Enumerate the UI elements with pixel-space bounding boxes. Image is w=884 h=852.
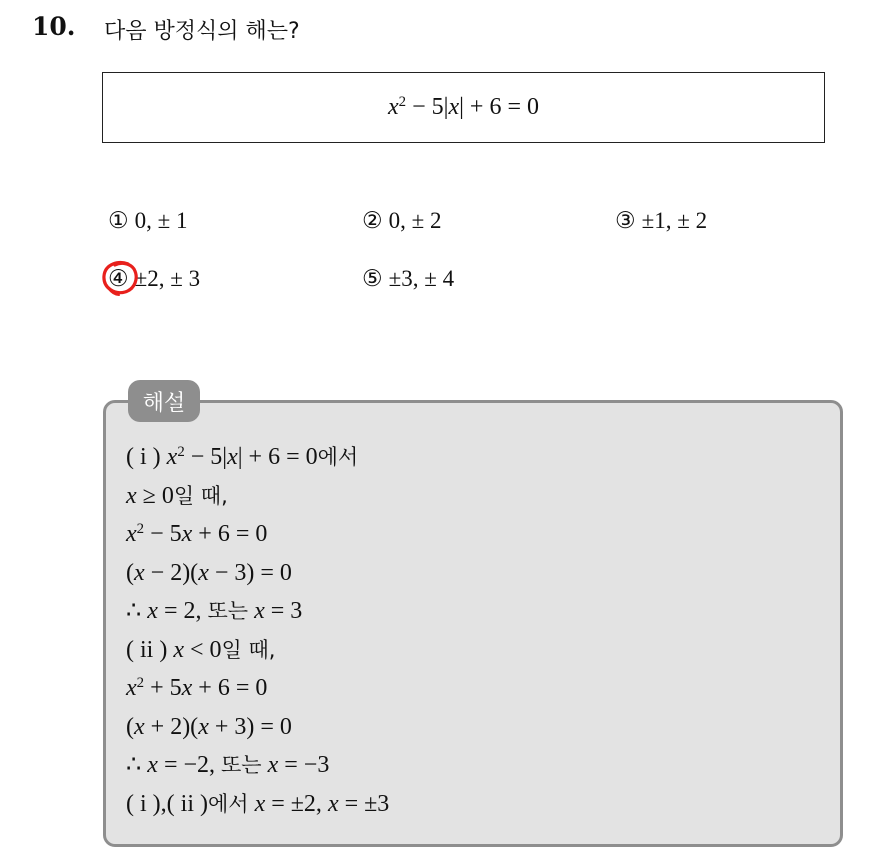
choice-3[interactable] <box>615 208 707 234</box>
choice-1[interactable] <box>108 208 188 234</box>
solution-line-7: $x^2 + 5x + 6 = 0$ <box>126 674 268 701</box>
choice-2[interactable] <box>362 208 442 234</box>
solution-line-4: (x − 2)(x − 3) = 0 <box>126 559 292 586</box>
solution-lines <box>126 438 389 823</box>
choice-1-number: ① <box>108 208 129 233</box>
question-text: 다음 방정식의 해는? <box>104 19 300 44</box>
choice-3-text: ±1, ± 2 <box>641 208 708 233</box>
answer-circle-mark <box>99 258 141 298</box>
choice-4-number: ④ <box>108 266 129 291</box>
equation: $x^2 - 5|x| + 6 = 0$ <box>388 93 539 120</box>
solution-line-2: x ≥ 0일 때, <box>126 482 228 509</box>
solution-line-8: (x + 2)(x + 3) = 0 <box>126 713 292 740</box>
equation-box <box>102 72 825 143</box>
choice-2-text: 0, ± 2 <box>388 208 442 233</box>
solution-tag: 해설 <box>128 380 200 422</box>
solution-line-5: ∴ x = 2, 또는 x = 3 <box>126 598 303 624</box>
choice-5[interactable] <box>362 266 454 292</box>
choice-2-number: ② <box>362 208 383 233</box>
question-number: 10. <box>32 12 76 41</box>
choice-4-text: ±2, ± 3 <box>134 266 201 291</box>
solution-line-3: $x^2 - 5x + 6 = 0$ <box>126 520 268 547</box>
solution-line-6: ( ii ) x < 0일 때, <box>126 636 276 663</box>
solution-line-9: ∴ x = −2, 또는 x = −3 <box>126 752 330 778</box>
choice-1-text: 0, ± 1 <box>134 208 188 233</box>
solution-line-1: ( i ) $x^2 - 5|x| + 6 = 0$에서 <box>126 443 359 470</box>
choice-5-number: ⑤ <box>362 266 383 291</box>
solution-line-10: ( i ),( ii )에서 x = ±2, x = ±3 <box>126 790 390 817</box>
choice-5-text: ±3, ± 4 <box>388 266 455 291</box>
choice-3-number: ③ <box>615 208 636 233</box>
